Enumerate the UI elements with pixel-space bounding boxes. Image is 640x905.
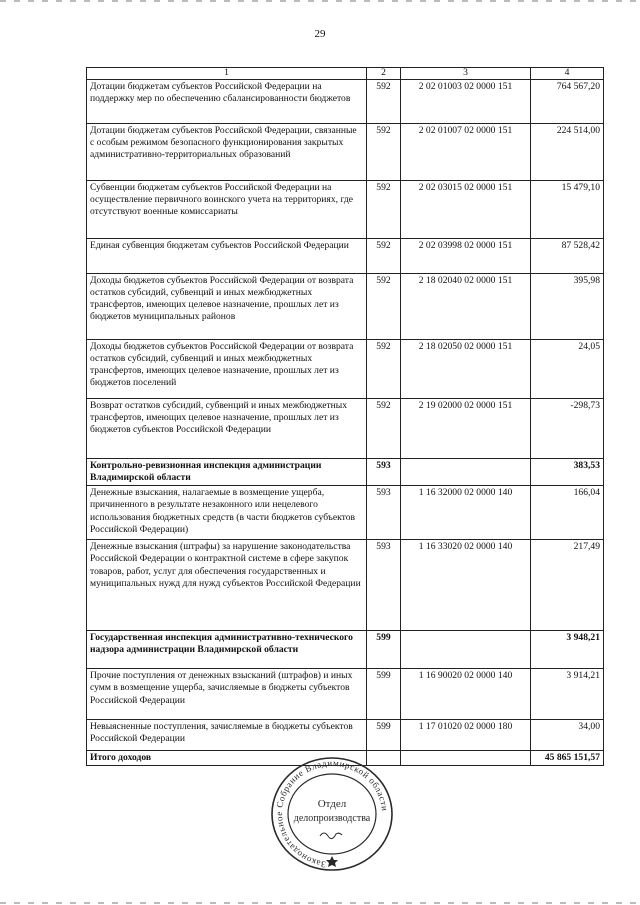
column-header-3: 3 — [401, 68, 531, 80]
row-name-cell: Доходы бюджетов субъектов Российской Федерации от возврата остатков субсидий, субвенций и иных межбюджетных трансфертов, имеющих целевое назначение, прошлых лет из бюджетов муниципальных районов — [87, 273, 367, 339]
row-budget-code-cell: 2 18 02040 02 0000 151 — [401, 273, 531, 339]
row-admin-code-cell: 599 — [367, 669, 401, 720]
row-admin-code-cell: 592 — [367, 79, 401, 123]
revenue-table — [86, 67, 604, 766]
row-admin-code-cell: 592 — [367, 273, 401, 339]
row-budget-code-cell: 2 18 02050 02 0000 151 — [401, 339, 531, 398]
row-name-cell: Итого доходов — [87, 751, 367, 766]
row-admin-code-cell: 593 — [367, 458, 401, 486]
row-budget-code-cell: 2 02 03998 02 0000 151 — [401, 238, 531, 273]
row-admin-code-cell: 599 — [367, 631, 401, 669]
row-budget-code-cell — [401, 631, 531, 669]
row-budget-code-cell: 2 19 02000 02 0000 151 — [401, 398, 531, 458]
row-amount-cell: 34,00 — [531, 720, 604, 751]
row-amount-cell: 3 948,21 — [531, 631, 604, 669]
table-row — [87, 458, 604, 486]
row-admin-code-cell: 592 — [367, 123, 401, 180]
row-name-cell: Невыясненные поступления, зачисляемые в бюджеты субъектов Российской Федерации — [87, 720, 367, 751]
row-amount-cell: 45 865 151,57 — [531, 751, 604, 766]
row-name-cell: Доходы бюджетов субъектов Российской Федерации от возврата остатков субсидий, субвенций и иных межбюджетных трансфертов, имеющих целевое назначение, прошлых лет из бюджетов поселений — [87, 339, 367, 398]
table-header-row — [87, 68, 604, 80]
stamp-center-line2: делопроизводства — [293, 813, 371, 824]
department-stamp — [262, 752, 402, 872]
row-amount-cell: 217,49 — [531, 540, 604, 631]
row-name-cell: Денежные взыскания, налагаемые в возмещение ущерба, причиненного в результате незаконного или нецелевого использования бюджетных средств (в части бюджетов субъектов Российской Федерации) — [87, 486, 367, 540]
table-row — [87, 238, 604, 273]
row-name-cell: Единая субвенция бюджетам субъектов Российской Федерации — [87, 238, 367, 273]
column-header-2: 2 — [367, 68, 401, 80]
table-row — [87, 339, 604, 398]
row-amount-cell: 395,98 — [531, 273, 604, 339]
row-budget-code-cell: 2 02 01003 02 0000 151 — [401, 79, 531, 123]
table-row — [87, 669, 604, 720]
scan-edge-top — [0, 0, 640, 2]
row-budget-code-cell: 1 16 90020 02 0000 140 — [401, 669, 531, 720]
row-budget-code-cell: 1 16 33020 02 0000 140 — [401, 540, 531, 631]
row-budget-code-cell: 1 16 32000 02 0000 140 — [401, 486, 531, 540]
table-row — [87, 79, 604, 123]
row-admin-code-cell: 592 — [367, 180, 401, 238]
row-amount-cell: 87 528,42 — [531, 238, 604, 273]
revenue-table-body — [87, 68, 604, 766]
row-amount-cell: 15 479,10 — [531, 180, 604, 238]
table-row — [87, 631, 604, 669]
table-row — [87, 486, 604, 540]
row-admin-code-cell: 593 — [367, 540, 401, 631]
row-budget-code-cell — [401, 458, 531, 486]
row-admin-code-cell: 592 — [367, 398, 401, 458]
row-name-cell: Государственная инспекция административно-технического надзора администрации Владимирской области — [87, 631, 367, 669]
row-name-cell: Контрольно-ревизионная инспекция администрации Владимирской области — [87, 458, 367, 486]
row-amount-cell: 764 567,20 — [531, 79, 604, 123]
row-amount-cell: 224 514,00 — [531, 123, 604, 180]
table-row — [87, 180, 604, 238]
column-header-4: 4 — [531, 68, 604, 80]
table-row — [87, 720, 604, 751]
row-admin-code-cell: 593 — [367, 486, 401, 540]
row-amount-cell: -298,73 — [531, 398, 604, 458]
row-budget-code-cell: 2 02 03015 02 0000 151 — [401, 180, 531, 238]
row-name-cell: Денежные взыскания (штрафы) за нарушение законодательства Российской Федерации о контрактной системе в сфере закупок товаров, работ, услуг для обеспечения государственных и муниципальных нужд для нужд субъектов Российской Федерации — [87, 540, 367, 631]
page-number: 29 — [314, 28, 326, 40]
stamp-ring-text: Законодательное Собрание Владимирской области — [274, 757, 391, 870]
stamp-signature-mark — [320, 833, 342, 839]
row-name-cell: Дотации бюджетам субъектов Российской Федерации, связанные с особым режимом безопасного функционирования закрытых административно-территориальных образований — [87, 123, 367, 180]
table-row — [87, 540, 604, 631]
row-amount-cell: 24,05 — [531, 339, 604, 398]
row-admin-code-cell: 592 — [367, 238, 401, 273]
row-name-cell: Прочие поступления от денежных взысканий (штрафов) и иных сумм в возмещение ущерба, зачисляемые в бюджеты субъектов Российской Федерации — [87, 669, 367, 720]
row-amount-cell: 166,04 — [531, 486, 604, 540]
row-budget-code-cell: 2 02 01007 02 0000 151 — [401, 123, 531, 180]
column-header-1: 1 — [87, 68, 367, 80]
row-name-cell: Возврат остатков субсидий, субвенций и иных межбюджетных трансфертов, имеющих целевое назначение, прошлых лет из бюджетов субъектов Российской Федерации — [87, 398, 367, 458]
row-admin-code-cell: 592 — [367, 339, 401, 398]
stamp-center-line1: Отдел — [317, 798, 347, 810]
table-row — [87, 273, 604, 339]
row-amount-cell: 3 914,21 — [531, 669, 604, 720]
row-name-cell: Субвенции бюджетам субъектов Российской Федерации на осуществление первичного воинского учета на территориях, где отсутствуют военные комиссариаты — [87, 180, 367, 238]
row-amount-cell: 383,53 — [531, 458, 604, 486]
table-row — [87, 123, 604, 180]
row-budget-code-cell: 1 17 01020 02 0000 180 — [401, 720, 531, 751]
row-name-cell: Дотации бюджетам субъектов Российской Федерации на поддержку мер по обеспечению сбалансированности бюджетов — [87, 79, 367, 123]
row-budget-code-cell — [401, 751, 531, 766]
scan-edge-bottom — [0, 902, 640, 904]
table-row — [87, 398, 604, 458]
row-admin-code-cell: 599 — [367, 720, 401, 751]
stamp-star-icon — [326, 856, 338, 867]
